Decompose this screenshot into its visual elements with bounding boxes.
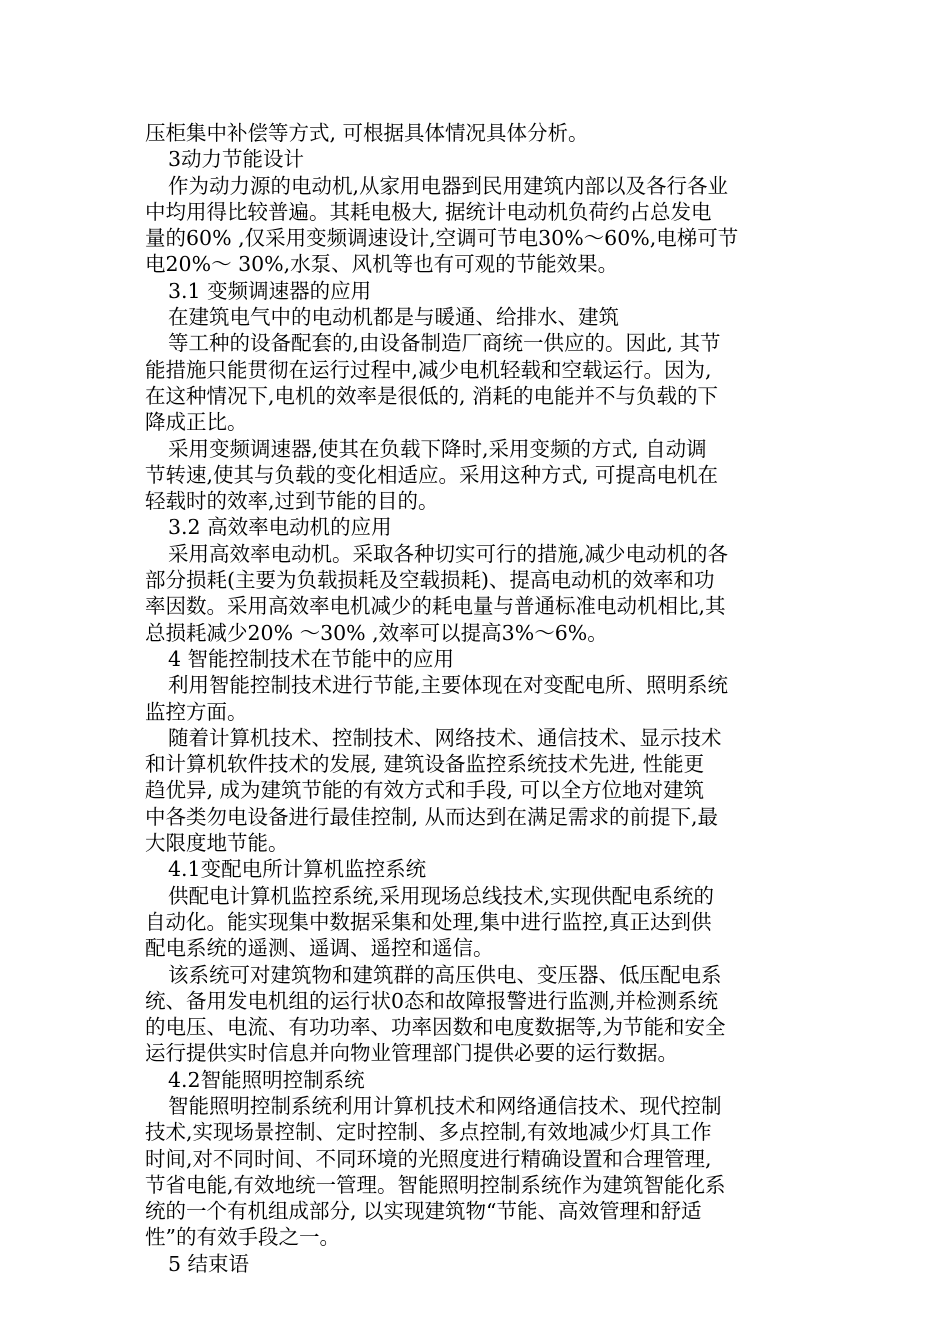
text-line: 监控方面。 (145, 699, 248, 724)
text-line: 采用高效率电动机。采取各种切实可行的措施,减少电动机的各 (168, 541, 729, 566)
text-line: 趋优异, 成为建筑节能的有效方式和手段, 可以全方位地对建筑 (145, 778, 705, 803)
section-heading-3: 3动力节能设计 (168, 147, 305, 172)
text-line: 供配电计算机监控系统,采用现场总线技术,实现供配电系统的 (168, 883, 715, 908)
text-line: 中均用得比较普遍。其耗电极大, 据统计电动机负荷约占总发电 (145, 199, 712, 224)
text-line: 总损耗减少20% ～30% ,效率可以提高3%～6%。 (145, 620, 608, 645)
text-line: 节转速,使其与负载的变化相适应。采用这种方式, 可提高电机在 (145, 462, 719, 487)
text-line: 统、备用发电机组的运行状0态和故障报警进行监测,并检测系统 (145, 988, 719, 1013)
text-line: 中各类勿电设备进行最佳控制, 从而达到在满足需求的前提下,最 (145, 804, 719, 829)
text-line: 运行提供实时信息并向物业管理部门提供必要的运行数据。 (145, 1041, 678, 1066)
document-body (145, 120, 795, 1277)
text-line: 配电系统的遥测、遥调、遥控和遥信。 (145, 936, 494, 961)
text-line: 和计算机软件技术的发展, 建筑设备监控系统技术先进, 性能更 (145, 752, 705, 777)
text-line: 自动化。能实现集中数据采集和处理,集中进行监控,真正达到供 (145, 909, 712, 934)
section-heading-5: 5 结束语 (168, 1251, 250, 1276)
text-line: 性”的有效手段之一。 (145, 1225, 340, 1250)
text-line: 利用智能控制技术进行节能,主要体现在对变配电所、照明系统 (168, 673, 729, 698)
text-line: 的电压、电流、有功功率、功率因数和电度数据等,为节能和安全 (145, 1015, 726, 1040)
text-line: 在建筑电气中的电动机都是与暖通、给排水、建筑 (168, 305, 619, 330)
text-line: 该系统可对建筑物和建筑群的高压供电、变压器、低压配电系 (168, 962, 722, 987)
section-heading-4: 4 智能控制技术在节能中的应用 (168, 646, 455, 671)
text-line: 时间,对不同时间、不同环境的光照度进行精确设置和合理管理, (145, 1146, 712, 1171)
text-line: 大限度地节能。 (145, 831, 289, 856)
text-line: 在这种情况下,电机的效率是很低的, 消耗的电能并不与负载的下 (145, 383, 719, 408)
section-heading-3-1: 3.1 变频调速器的应用 (168, 278, 372, 303)
section-heading-4-2: 4.2智能照明控制系统 (168, 1067, 365, 1092)
text-line: 能措施只能贯彻在运行过程中,减少电机轻载和空载运行。因为, (145, 357, 712, 382)
text-line: 作为动力源的电动机,从家用电器到民用建筑内部以及各行各业 (168, 173, 729, 198)
text-line: 采用变频调速器,使其在负载下降时,采用变频的方式, 自动调 (168, 436, 707, 461)
text-line: 技术,实现场景控制、定时控制、多点控制,有效地减少灯具工作 (145, 1120, 712, 1145)
text-line: 轻载时的效率,过到节能的目的。 (145, 489, 439, 514)
text-line: 等工种的设备配套的,由设备制造厂商统一供应的。因此, 其节 (168, 331, 721, 356)
text-line: 随着计算机技术、控制技术、网络技术、通信技术、显示技术 (168, 725, 722, 750)
text-line: 统的一个有机组成部分, 以实现建筑物“节能、高效管理和舒适 (145, 1199, 702, 1224)
text-line: 节省电能,有效地统一管理。智能照明控制系统作为建筑智能化系 (145, 1172, 726, 1197)
text-line: 电20%～ 30%,水泵、风机等也有可观的节能效果。 (145, 252, 619, 277)
text-line: 压柜集中补偿等方式, 可根据具体情况具体分析。 (145, 121, 589, 145)
section-heading-4-1: 4.1变配电所计算机监控系统 (168, 857, 427, 882)
text-line: 量的60% ,仅采用变频调速设计,空调可节电30%～60%,电梯可节 (145, 226, 739, 251)
text-line: 部分损耗(主要为负载损耗及空载损耗)、提高电动机的效率和功 (145, 568, 715, 593)
text-line: 智能照明控制系统利用计算机技术和网络通信技术、现代控制 (168, 1093, 722, 1118)
section-heading-3-2: 3.2 高效率电动机的应用 (168, 515, 392, 540)
text-line: 降成正比。 (145, 410, 248, 435)
text-line: 率因数。采用高效率电机减少的耗电量与普通标准电动机相比,其 (145, 594, 726, 619)
